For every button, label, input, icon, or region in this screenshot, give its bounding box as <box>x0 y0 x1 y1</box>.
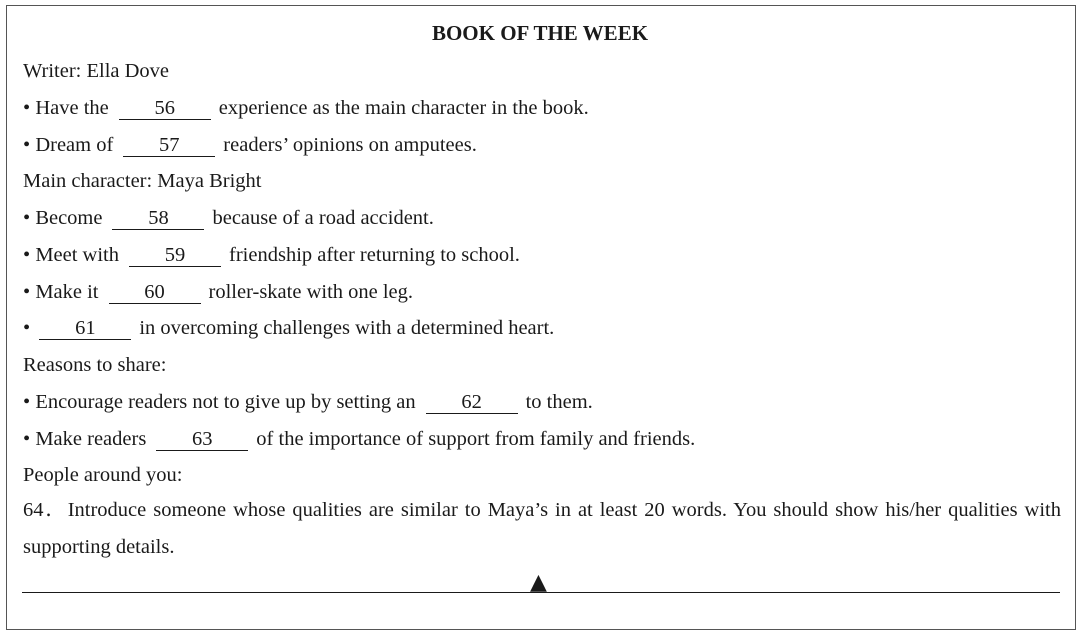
bullet: • <box>23 317 31 339</box>
list-item <box>23 315 554 341</box>
writer-heading: Writer: Ella Dove <box>23 60 170 82</box>
bullet: • <box>23 428 31 450</box>
item-text-after: readers’ opinions on amputees. <box>223 134 477 156</box>
triangle-marker-icon: ▲ <box>530 570 547 595</box>
item-text-after: roller-skate with one leg. <box>208 281 414 303</box>
item-text-before: Encourage readers not to give up by setting an <box>35 391 416 413</box>
blank-60[interactable]: 60 <box>109 281 201 304</box>
question-64: 64．Introduce someone whose qualities are similar to Maya’s in at least 20 words. You should show his/her qualities with supporting details. <box>23 499 1061 558</box>
list-item <box>23 426 695 452</box>
blank-58[interactable]: 58 <box>112 207 204 230</box>
item-text-after: in overcoming challenges with a determined heart. <box>139 317 555 339</box>
bullet: • <box>23 244 31 266</box>
list-item <box>23 132 477 158</box>
bullet: • <box>23 134 31 156</box>
item-text-after: friendship after returning to school. <box>229 244 520 266</box>
reasons-heading: Reasons to share: <box>23 354 167 376</box>
item-text-before: Meet with <box>35 244 120 266</box>
item-text-after: because of a road accident. <box>212 207 434 229</box>
item-text-before: Make readers <box>35 428 147 450</box>
item-text-before: Dream of <box>35 134 114 156</box>
item-text-after: of the importance of support from family and friends. <box>256 428 696 450</box>
character-heading: Main character: Maya Bright <box>23 170 262 192</box>
bullet: • <box>23 97 31 119</box>
list-item <box>23 279 413 305</box>
item-text-before: Have the <box>35 97 109 119</box>
bullet: • <box>23 281 31 303</box>
page-title: BOOK OF THE WEEK <box>431 21 649 45</box>
item-text-before: Become <box>35 207 103 229</box>
bullet: • <box>23 207 31 229</box>
list-item <box>23 205 434 231</box>
list-item <box>23 389 593 415</box>
list-item <box>23 95 589 121</box>
blank-61[interactable]: 61 <box>39 317 131 340</box>
people-heading: People around you: <box>23 464 183 486</box>
blank-62[interactable]: 62 <box>426 391 518 414</box>
blank-57[interactable]: 57 <box>123 134 215 157</box>
item-text-after: experience as the main character in the book. <box>218 97 589 119</box>
answer-line[interactable] <box>22 592 1060 593</box>
bullet: • <box>23 391 31 413</box>
blank-56[interactable]: 56 <box>119 97 211 120</box>
item-text-before: Make it <box>35 281 99 303</box>
blank-59[interactable]: 59 <box>129 244 221 267</box>
blank-63[interactable]: 63 <box>156 428 248 451</box>
list-item <box>23 242 520 268</box>
item-text-after: to them. <box>525 391 593 413</box>
